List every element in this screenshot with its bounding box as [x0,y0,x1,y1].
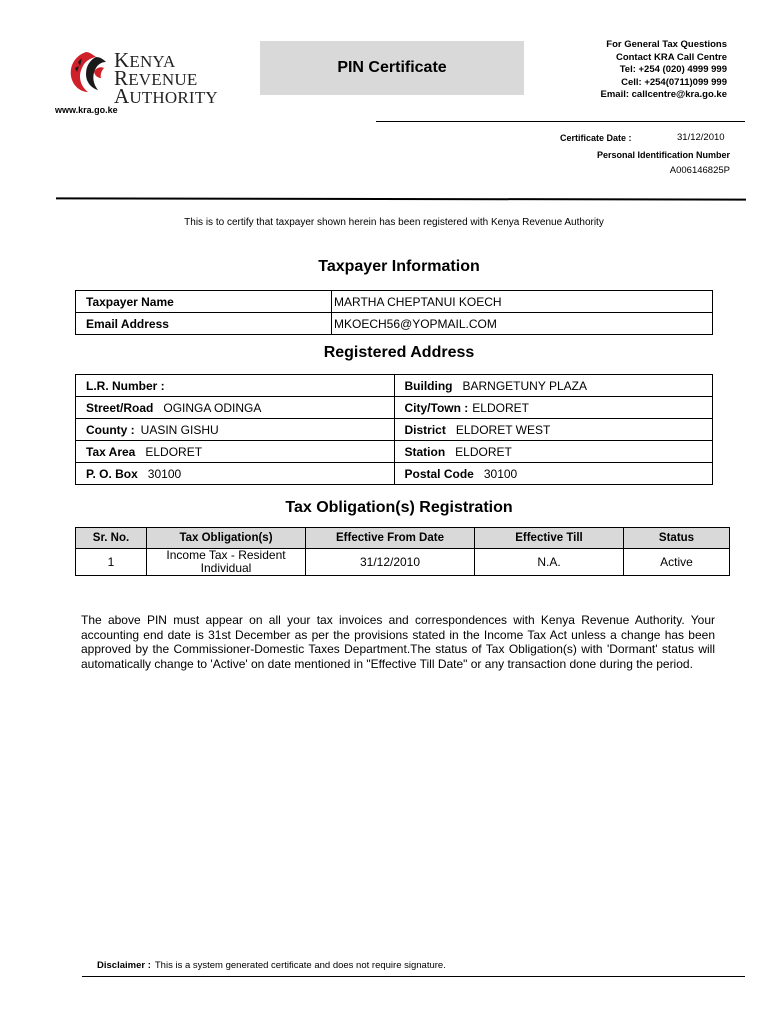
website-link[interactable]: www.kra.go.ke [55,105,118,115]
contact-line: Tel: +254 (020) 4999 999 [619,64,727,75]
address-cell [76,375,395,397]
tax-obligation-section-title: Tax Obligation(s) Registration [285,499,513,516]
table-row [76,291,713,313]
contact-line: Cell: +254(0711)099 999 [621,76,727,88]
serial-number: 1 [76,549,147,576]
postal-code-value: 30100 [483,466,518,481]
contact-line: For General Tax Questions [606,39,727,50]
divider-bottom [82,976,745,977]
table-header-row [76,528,730,549]
address-cell [394,397,713,419]
po-box-label: P. O. Box [86,466,138,481]
address-cell [394,441,713,463]
table-row [76,549,730,576]
pin-value: A006146825P [669,165,730,176]
org-line-2: AUTHORITY [114,84,218,108]
taxpayer-table [75,290,713,335]
divider-main [56,197,746,200]
email-label: Email Address [76,313,332,335]
address-section-title: Registered Address [323,344,475,361]
certificate-date-label: Certificate Date : [560,133,632,143]
contact-email[interactable]: Email: callcentre@kra.go.ke [600,89,727,100]
certification-statement: This is to certify that taxpayer shown herein has been registered with Kenya Revenue Authority [184,217,604,228]
address-cell [394,463,713,485]
kra-logo [66,48,248,108]
table-row [76,463,713,485]
station-label: Station [404,444,446,459]
organization-name [114,48,248,108]
street-value: OGINGA ODINGA [163,400,262,415]
table-row [76,441,713,463]
lr-number-label: L.R. Number : [86,378,165,393]
building-value: BARNGETUNY PLAZA [462,378,587,393]
taxpayer-name-value: MARTHA CHEPTANUI KOECH [332,291,713,313]
column-header: Tax Obligation(s) [147,528,306,549]
column-header: Effective Till [475,528,624,549]
contact-line: Contact KRA Call Centre [615,51,727,63]
contact-info [601,39,728,102]
table-row [76,419,713,441]
effective-from-date: 31/12/2010 [306,549,475,576]
certificate-date-value: 31/12/2010 [677,132,725,143]
table-row [76,313,713,335]
email-value: MKOECH56@YOPMAIL.COM [332,313,713,335]
table-row [76,397,713,419]
po-box-value: 30100 [147,466,182,481]
city-value: ELDORET [472,400,529,415]
county-value: UASIN GISHU [140,422,219,437]
address-cell [394,419,713,441]
taxpayer-section-title: Taxpayer Information [318,258,480,275]
org-line-1: KENYA REVENUE [114,48,198,90]
address-cell [76,463,395,485]
column-header: Sr. No. [76,528,147,549]
county-label: County : [86,422,135,437]
postal-code-label: Postal Code [404,466,474,481]
tax-obligation-table [75,527,730,576]
city-label: City/Town : [404,400,469,415]
column-header: Status [624,528,730,549]
address-cell [76,441,395,463]
building-label: Building [404,378,453,393]
tax-obligation: Income Tax - Resident Individual [147,549,306,576]
address-cell [76,397,395,419]
pin-notice-paragraph: The above PIN must appear on all your tax invoices and correspondences with Kenya Revenue Authority. Your accounting end date is 31st December as per the provisions stated in the Income Tax Act unless a change has been approved by the Commissioner-Domestic Taxes Department.The status of Tax Obligation(s) with 'Dormant' status will automatically change to 'Active' on date mentioned in "Effective Till Date" or any transaction done during the period. [81,613,715,671]
effective-till: N.A. [475,549,624,576]
address-table [75,374,713,485]
station-value: ELDORET [455,444,512,459]
table-row [76,375,713,397]
pin-label: Personal Identification Number [596,150,730,160]
lion-logo-icon [66,48,112,94]
district-value: ELDORET WEST [455,422,551,437]
address-cell [76,419,395,441]
status-value: Active [624,549,730,576]
divider-top [376,121,745,122]
disclaimer-label: Disclaimer : [97,960,151,971]
district-label: District [404,422,446,437]
taxpayer-name-label: Taxpayer Name [76,291,332,313]
disclaimer [97,960,446,971]
address-cell [394,375,713,397]
street-label: Street/Road [86,400,154,415]
column-header: Effective From Date [306,528,475,549]
tax-area-value: ELDORET [145,444,203,459]
disclaimer-text: This is a system generated certificate and does not require signature. [154,960,446,971]
page-title: PIN Certificate [260,41,524,95]
tax-area-label: Tax Area [86,444,136,459]
